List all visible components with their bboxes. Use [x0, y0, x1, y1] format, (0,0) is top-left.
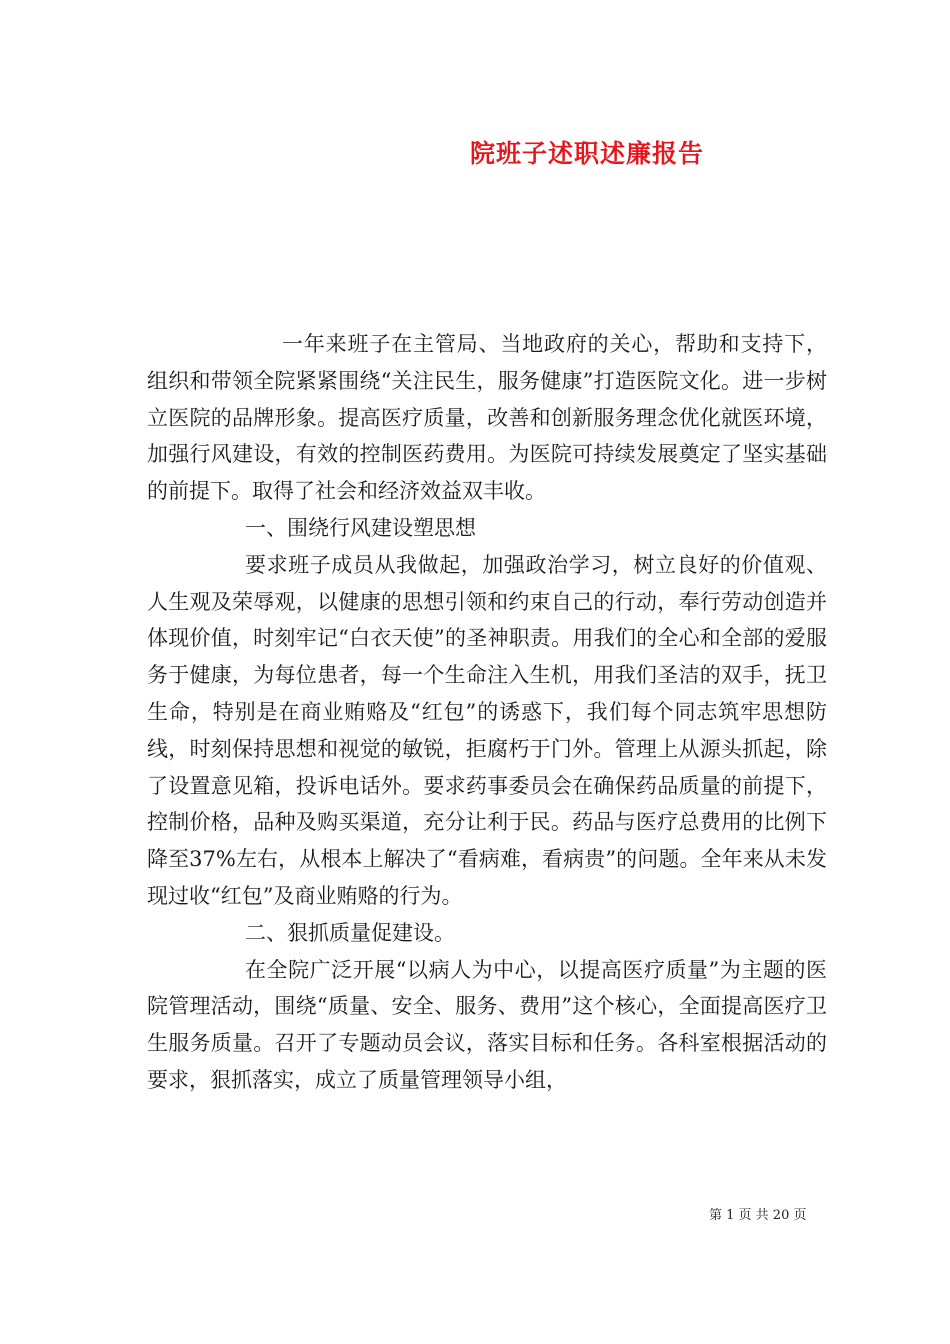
section-paragraph-2: 在全院广泛开展“以病人为中心，以提高医疗质量”为主题的医院管理活动，围绕“质量、安全、服务、费用”这个核心，全面提高医疗卫生服务质量。召开了专题动员会议，落实目标和任务。各科室根据活动的要求，狠抓落实，成立了质量管理领导小组，: [147, 957, 827, 1092]
section-paragraph-1: 要求班子成员从我做起，加强政治学习，树立良好的价值观、人生观及荣辱观，以健康的思想引领和约束自己的行动，奉行劳动创造并体现价值，时刻牢记“白衣天使”的圣神职责。用我们的全心和全部的爱服务于健康，为每位患者，每一个生命注入生机，用我们圣洁的双手，抚卫生命，特别是在商业贿赂及“红包”的诱惑下，我们每个同志筑牢思想防线，时刻保持思想和视觉的敏锐，拒腐朽于门外。管理上从源头抓起，除了设置意见箱，投诉电话外。要求药事委员会在确保药品质量的前提下，控制价格，品种及购买渠道，充分让利于民。药品与医疗总费用的比例下降至37%左右，从根本上解决了“看病难，看病贵”的问题。全年来从未发现过收“红包”及商业贿赂的行为。: [147, 552, 827, 908]
section-heading-2: 二、狠抓质量促建设。: [245, 920, 455, 945]
section-heading-1: 一、围绕行风建设塑思想: [245, 515, 476, 540]
intro-paragraph: 一年来班子在主管局、当地政府的关心，帮助和支持下，组织和带领全院紧紧围绕“关注民生，服务健康”打造医院文化。进一步树立医院的品牌形象。提高医疗质量，改善和创新服务理念优化就医环境，加强行风建设，有效的控制医药费用。为医院可持续发展奠定了坚实基础的前提下。取得了社会和经济效益双丰收。: [147, 332, 827, 504]
document-body: [147, 326, 827, 1099]
page-number: 第 1 页 共 20 页: [709, 1208, 807, 1223]
document-title: 院班子述职述廉报告: [470, 139, 705, 168]
